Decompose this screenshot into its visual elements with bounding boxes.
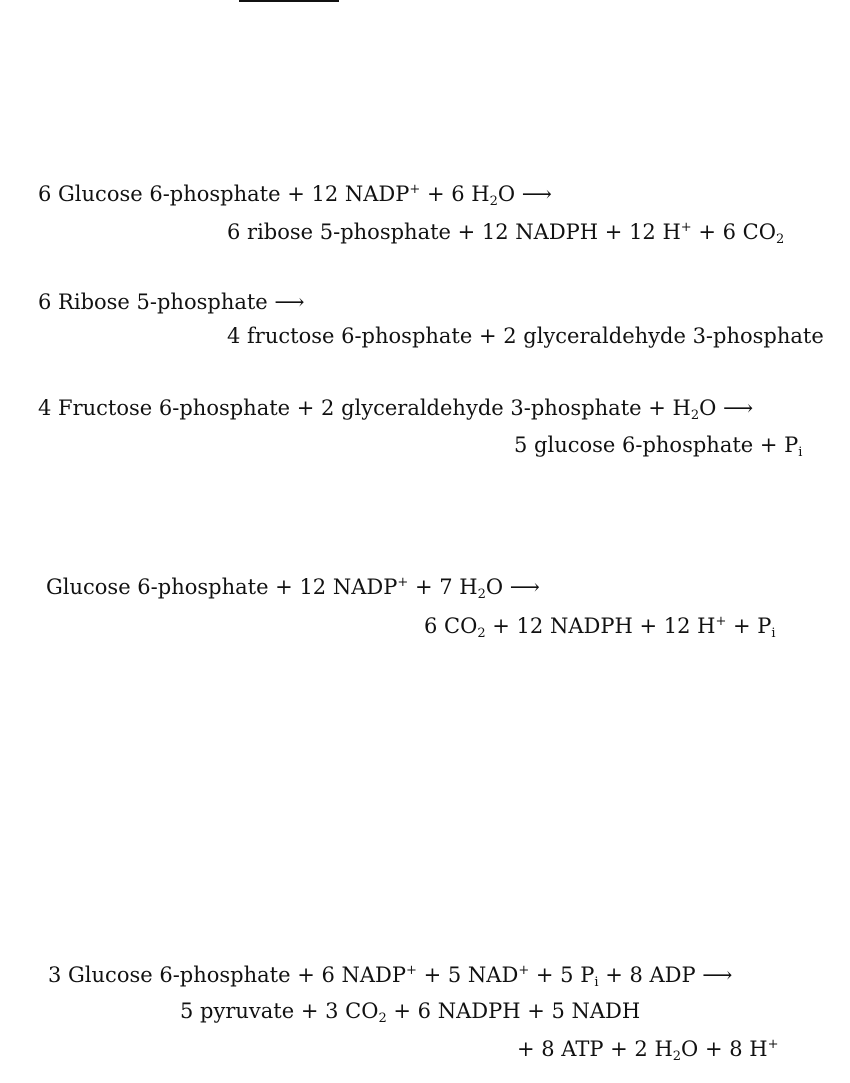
superscript: + bbox=[767, 1037, 779, 1053]
top-rule bbox=[239, 0, 339, 2]
eq4-line1: Glucose 6-phosphate + 12 NADP+ + 7 $H_2O$ ⟶ bbox=[46, 575, 540, 602]
superscript: + bbox=[518, 963, 530, 979]
eq5-line3: + 8 ATP + 2 $H_2O + 8$ H+ bbox=[517, 1037, 779, 1064]
eq3-line1: 4 Fructose 6-phosphate + 2 glyceraldehyde 3-phosphate + $H_2O$ ⟶ bbox=[38, 396, 754, 423]
superscript: + bbox=[409, 182, 421, 198]
subscript: 2 bbox=[690, 407, 700, 423]
eq5-line2: 5 pyruvate + 3 $CO_2 + 6$ NADPH + 5 NADH bbox=[180, 999, 641, 1026]
eq1-line2: 6 ribose 5-phosphate + 12 NADPH + 12 H+ + 6 $CO_2$ bbox=[227, 220, 785, 247]
subscript: i bbox=[798, 444, 803, 460]
subscript: i bbox=[771, 625, 776, 641]
superscript: + bbox=[406, 963, 417, 979]
subscript: 2 bbox=[775, 231, 785, 247]
subscript: 2 bbox=[489, 193, 498, 209]
superscript: + bbox=[397, 575, 409, 591]
subscript: 2 bbox=[378, 1010, 387, 1026]
subscript: 2 bbox=[672, 1048, 682, 1064]
eq2-line2: 4 fructose 6-phosphate + 2 glyceraldehyde 3-phosphate bbox=[227, 324, 824, 348]
superscript: + bbox=[680, 220, 692, 236]
superscript: + bbox=[715, 614, 727, 630]
subscript: 2 bbox=[477, 625, 486, 641]
eq5-line1: 3 Glucose 6-phosphate + 6 NADP+ + 5 NAD+ + 5 $P_i + 8$ ADP ⟶ bbox=[48, 963, 733, 990]
eq4-line2: 6 $CO_2 + 12$ NADPH + 12 $H^+ + P_i$ bbox=[424, 614, 776, 641]
eq2-line1: 6 Ribose 5-phosphate ⟶ bbox=[38, 290, 305, 314]
eq1-line1: 6 Glucose 6-phosphate + 12 NADP+ + 6 $H_2O$ ⟶ bbox=[38, 182, 552, 209]
subscript: 2 bbox=[477, 586, 486, 602]
eq3-line2: 5 glucose 6-phosphate + $P_i$ bbox=[514, 433, 803, 460]
subscript: i bbox=[594, 974, 599, 990]
